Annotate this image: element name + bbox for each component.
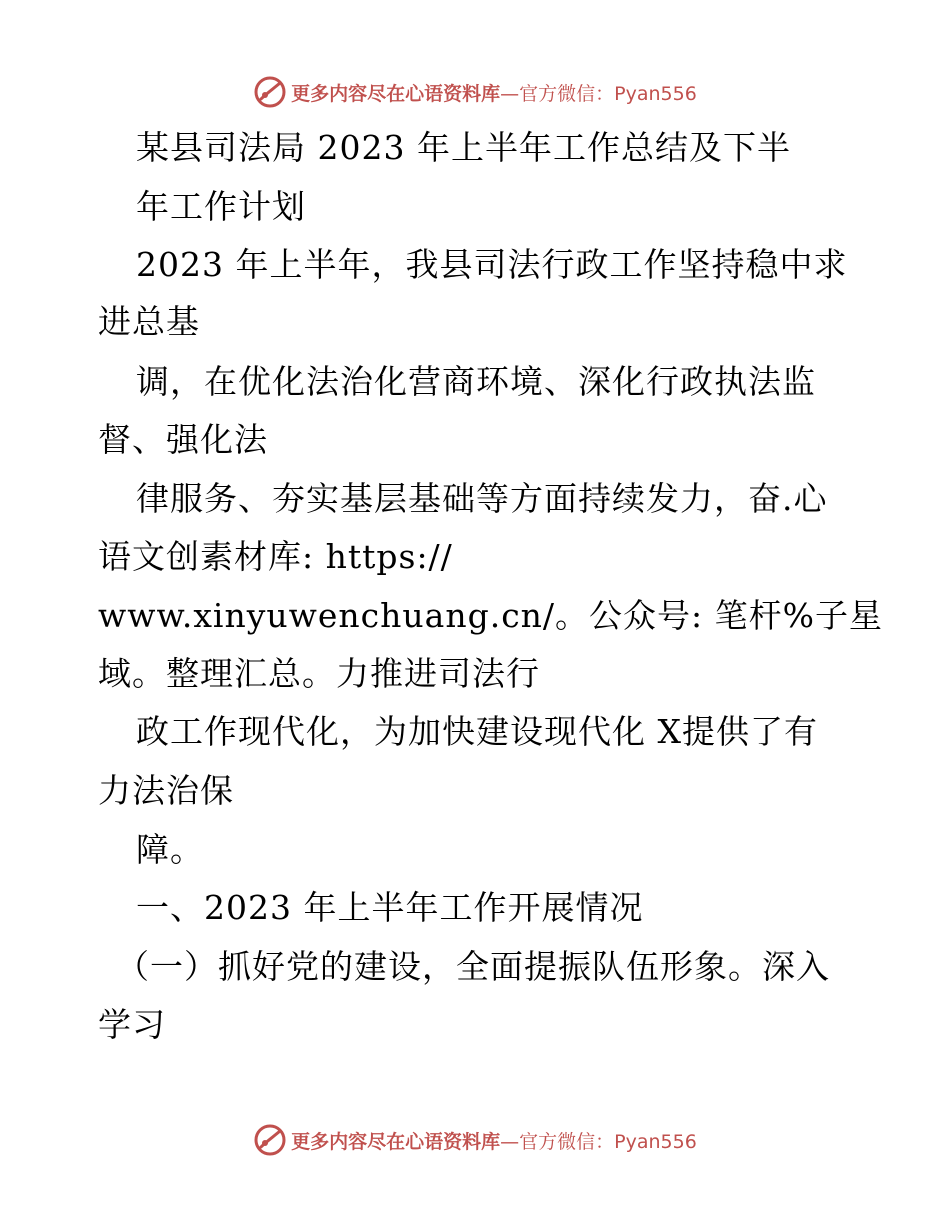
- doc-line-15: （一）抓好党的建设，全面提振队伍形象。深入: [116, 947, 830, 986]
- doc-line-5: 调，在优化法治化营商环境、深化行政执法监: [136, 362, 816, 401]
- doc-line-4: 进总基: [98, 302, 200, 341]
- doc-line-6: 督、强化法: [98, 420, 268, 459]
- footer-brand: 更多内容尽在心语资料库: [291, 1130, 501, 1153]
- doc-line-9: www.xinyuwenchuang.cn/。公众号: 笔杆%子星: [98, 596, 884, 635]
- doc-line-10: 域。整理汇总。力推进司法行: [98, 654, 540, 693]
- doc-title-line-2: 年工作计划: [136, 187, 306, 226]
- footer-separator: —: [500, 1130, 520, 1153]
- footer-banner: [0, 1120, 950, 1160]
- doc-line-12: 力法治保: [98, 771, 234, 810]
- doc-section-heading: 一、2023 年上半年工作开展情况: [136, 888, 644, 927]
- doc-line-8: 语文创素材库: https://: [98, 537, 453, 576]
- header-contact: 官方微信：Pyan556: [519, 82, 697, 105]
- doc-line-7: 律服务、夯实基层基础等方面持续发力，奋.心: [136, 479, 828, 518]
- footer-contact: 官方微信：Pyan556: [519, 1130, 697, 1153]
- header-brand: 更多内容尽在心语资料库: [291, 82, 501, 105]
- doc-line-3: 2023 年上半年，我县司法行政工作坚持稳中求: [136, 245, 848, 284]
- doc-line-13: 障。: [136, 830, 204, 869]
- footer-banner-text: [291, 1127, 697, 1154]
- doc-line-11: 政工作现代化，为加快建设现代化 X提供了有: [136, 712, 818, 751]
- header-separator: —: [500, 82, 520, 105]
- brush-logo-icon: [253, 1123, 287, 1157]
- doc-line-16: 学习: [98, 1005, 166, 1044]
- doc-title-line-1: 某县司法局 2023 年上半年工作总结及下半: [136, 128, 791, 167]
